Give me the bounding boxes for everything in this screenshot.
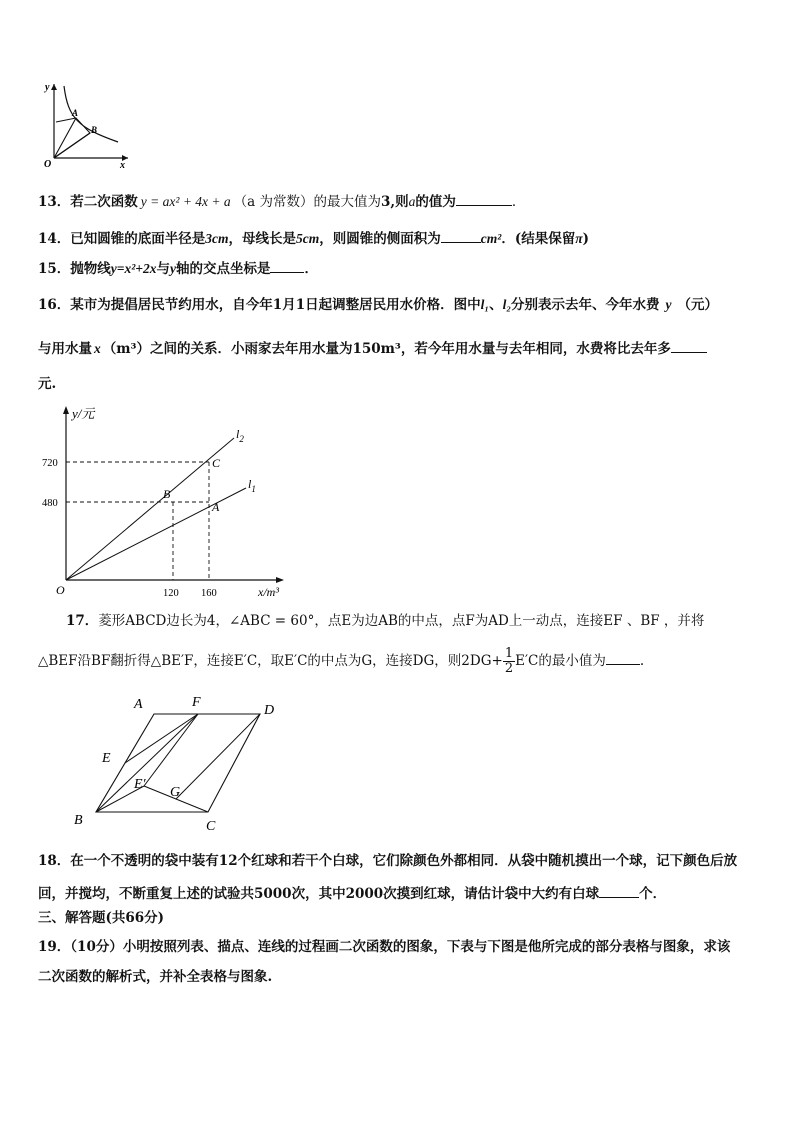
q15-answer-blank[interactable] [270,259,304,273]
q13-formula: y = ax² + 4x + a [140,194,231,209]
q12-y-label: y [45,82,50,93]
q13-end: ． [511,194,526,210]
q16-l2: l₂ [502,297,512,312]
q14-unit: cm² [480,231,502,246]
q13-number: 13． [38,194,71,210]
q16-tick-480: 480 [42,498,58,509]
q14-text2: ，母线长是 [228,231,297,247]
question-18-line2 [38,884,666,903]
q14-text4: ．(结果保留 [501,231,576,247]
q12-point-a: A [72,108,79,118]
q13-value: 3 [381,194,391,210]
q16-l1: l₁ [480,297,490,312]
rhombus-label-g: G [170,785,181,800]
q16-point-c: C [212,456,221,470]
question-15 [38,259,318,278]
q13-text: 若二次函数 [70,194,138,210]
q16-answer-blank[interactable] [671,339,707,353]
q14-text1: 已知圆锥的底面半径是 [70,231,206,247]
q17-fraction: $\frac{1}{2}$ [504,646,514,676]
rhombus-label-c: C [206,819,216,834]
q13-tail: ,则 [390,194,409,210]
rhombus-label-d: D [264,703,275,718]
q12-origin: O [44,159,52,170]
q14-answer-blank[interactable] [441,229,481,243]
question-16-line3 [38,375,56,393]
q17-text3: E′C的最小值为 [515,653,606,669]
rhombus-label-b: B [74,813,83,828]
q14-text5: ) [582,231,589,247]
rhombus-label-f: F [192,695,201,710]
q16-yvar: y [665,297,672,312]
q18-text3: 个． [639,886,667,902]
q14-slant: 5cm [296,231,320,246]
q19-number: 19． [38,939,71,955]
q16-x-label: x/m³ [258,585,279,599]
question-14 [38,229,589,248]
q17-text2: △BEF沿BF翻折得△BE′F，连接E′C，取E′C的中点为G，连接DG，则2DG+ [38,653,503,669]
q16-point-a: A [212,500,220,514]
q17-answer-blank[interactable] [606,651,640,665]
question-18-line1 [38,852,737,870]
q16-sep: 、 [489,297,503,313]
q18-answer-blank[interactable] [599,884,639,898]
q13-tail2: 的值为 [415,194,456,210]
q12-graph [38,78,138,170]
q15-text2: 与 [156,261,170,277]
q16-text7: 元. [38,376,57,392]
rhombus-label-e-prime: E′ [134,777,146,792]
rhombus-label-e: E [102,751,111,766]
q16-l2-label: $l_2$ [236,427,244,444]
q16-xvar: x [94,341,101,356]
question-13 [38,192,525,211]
q12-x-label: x [120,160,125,170]
q16-tick-120: 120 [163,588,179,599]
q14-pi: π [575,231,583,246]
q16-text4: 与用水量 [38,341,92,357]
q15-end: ． [304,261,318,277]
q16-point-b: B [163,487,171,501]
rhombus-label-a: A [134,697,143,712]
q14-radius: 3cm [205,231,229,246]
q19-text2: 二次函数的解析式，并补全表格与图象. [38,969,273,985]
q16-text2: 分别表示去年、今年水费 [511,297,660,313]
q16-text1: 某市为提倡居民节约用水，自今年1月1日起调整居民用水价格．图中 [70,297,481,313]
q12-point-b: B [91,125,98,135]
question-17-line2 [38,647,644,676]
q15-text3: 轴的交点坐标是 [175,261,271,277]
q16-origin: O [56,583,65,597]
q15-axis: y [169,261,176,276]
q16-tick-160: 160 [201,588,217,599]
q16-text6: m³，若今年用水量与去年相同，水费将比去年多 [380,341,671,357]
q15-formula: y=x²+2x [110,261,157,276]
question-19-line2 [38,968,272,986]
q16-text3: （元） [677,297,719,313]
question-16-line1 [38,296,718,314]
q16-graph [38,400,298,606]
question-19-line1 [38,938,730,956]
q17-number: 17． [66,613,99,629]
section-3-title: 三、解答题(共66分) [38,910,165,926]
q15-number: 15． [38,261,71,277]
q17-text1: 菱形ABCD边长为4，∠ABC = 60°，点E为边AB的中点，点F为AD上一动点，连接EF 、BF ，并将 [98,613,705,629]
q15-text1: 抛物线 [70,261,111,277]
q16-tick-720: 720 [42,458,58,469]
q16-amount: 150 [352,341,381,357]
q14-number: 14． [38,231,71,247]
q16-l1-label: $l_1$ [248,477,256,494]
q19-text1: （10分）小明按照列表、描点、连线的过程画二次函数的图象，下表与下图是他所完成的部分表格与图象，求该 [70,939,731,955]
q16-y-label: y/元 [72,406,95,421]
q13-note: （a 为常数）的最大值为 [233,194,381,210]
question-17-line1 [66,612,704,630]
q13-var: a [408,194,416,209]
q14-text3: ，则圆锥的侧面积为 [319,231,441,247]
q18-text1: 在一个不透明的袋中装有12个红球和若干个白球，它们除颜色外都相同．从袋中随机摸出一个球，记下颜色后放 [70,853,738,869]
rhombus-figure [70,690,290,840]
q16-text5: （m³）之间的关系．小雨家去年用水量为 [102,341,353,357]
q16-number: 16． [38,297,71,313]
question-16-line2 [38,339,707,358]
q17-end: . [639,653,645,669]
q13-answer-blank[interactable] [456,192,512,206]
q18-text2: 回，并搅均，不断重复上述的试验共5000次，其中2000次摸到红球，请估计袋中大约有白球 [38,886,600,902]
q18-number: 18． [38,853,71,869]
